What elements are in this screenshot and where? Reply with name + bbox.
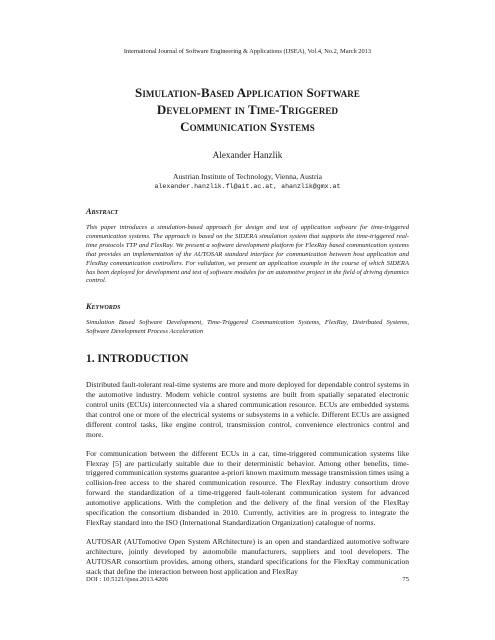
keywords-text: Simulation Based Software Development, Time-Triggered Communication Systems, FlexRay, Distributed Systems, Software Development Process Acceleration xyxy=(86,319,409,336)
journal-header: International Journal of Software Engineering & Applications (IJSEA), Vol.4, No.2, March 2013 xyxy=(123,48,372,55)
paper-title xyxy=(86,84,409,135)
author-emails: alexander.hanzlik.fl@ait.ac.at, ahanzlik@gmx.at xyxy=(154,183,341,190)
introduction-paragraph: Distributed fault-tolerant real-time systems are more and more deployed for dependable control systems in the automotive industry. Modern vehicle control systems are built from spatially separated electronic control units (ECUs) interconnected via a shared communication resource. ECUs are embedded systems that control one or more of the electrical systems or subsystems in a vehicle. Different ECUs are assigned different control tasks, like engine control, transmission control, convenience electronics control and more. xyxy=(86,380,409,439)
abstract-text: This paper introduces a simulation-based approach for design and test of application software for time-triggered communication systems. The approach is based on the SIDERA simulation system that supports the time-triggered real-time protocols TTP and FlexRay. We present a software development platform for FlexRay based communication systems that provides an implementation of the AUTOSAR standard interface for communication between host application and FlexRay communication controllers. For validation, we present an application example in the course of which SIDERA has been deployed for development and test of software modules for an automotive project in the field of driving dynamics control. xyxy=(86,224,409,285)
page-number: 75 xyxy=(402,576,409,583)
page-footer xyxy=(86,575,409,584)
introduction-heading: 1. INTRODUCTION xyxy=(86,353,189,366)
author-name: Alexander Hanzlik xyxy=(212,150,283,160)
doi-label: DOI : 10.5121/ijsea.2013.4206 xyxy=(86,576,168,583)
abstract-heading: Abstract xyxy=(86,207,119,216)
title-line: Simulation-Based Application Software xyxy=(134,85,361,100)
title-line: Communication Systems xyxy=(180,119,315,134)
introduction-paragraph: AUTOSAR (AUTomotive Open System ARchitecture) is an open and standardized automotive software architecture, jointly developed by automobile manufacturers, suppliers and tool developers. The AUTOSAR consortium provides, among others, standard specifications for the FlexRay communication stack that define the interaction between host application and FlexRay xyxy=(86,536,409,576)
title-line: Development in Time-Triggered xyxy=(156,102,339,117)
introduction-paragraph: For communication between the different ECUs in a car, time-triggered communication systems like Flexray [5] are particularly suitable due to their deterministic behavior. Among other benefits, time-triggered communication systems guarantee a-priori known maximum message transmission times using a collision-free access to the shared communication resource. The FlexRay industry consortium drove forward the standardization of a time-triggered fault-tolerant communication system for advanced automotive applications. With the completion and the delivery of the final version of the FlexRay specification the consortium disbanded in 2010. Currently, activities are in progress to integrate the FlexRay standard into the ISO (International Standardization Organization) catalogue of norms. xyxy=(86,448,409,527)
author-affiliation: Austrian Institute of Technology, Vienna, Austria xyxy=(172,172,323,181)
keywords-heading: Keywords xyxy=(86,302,121,312)
